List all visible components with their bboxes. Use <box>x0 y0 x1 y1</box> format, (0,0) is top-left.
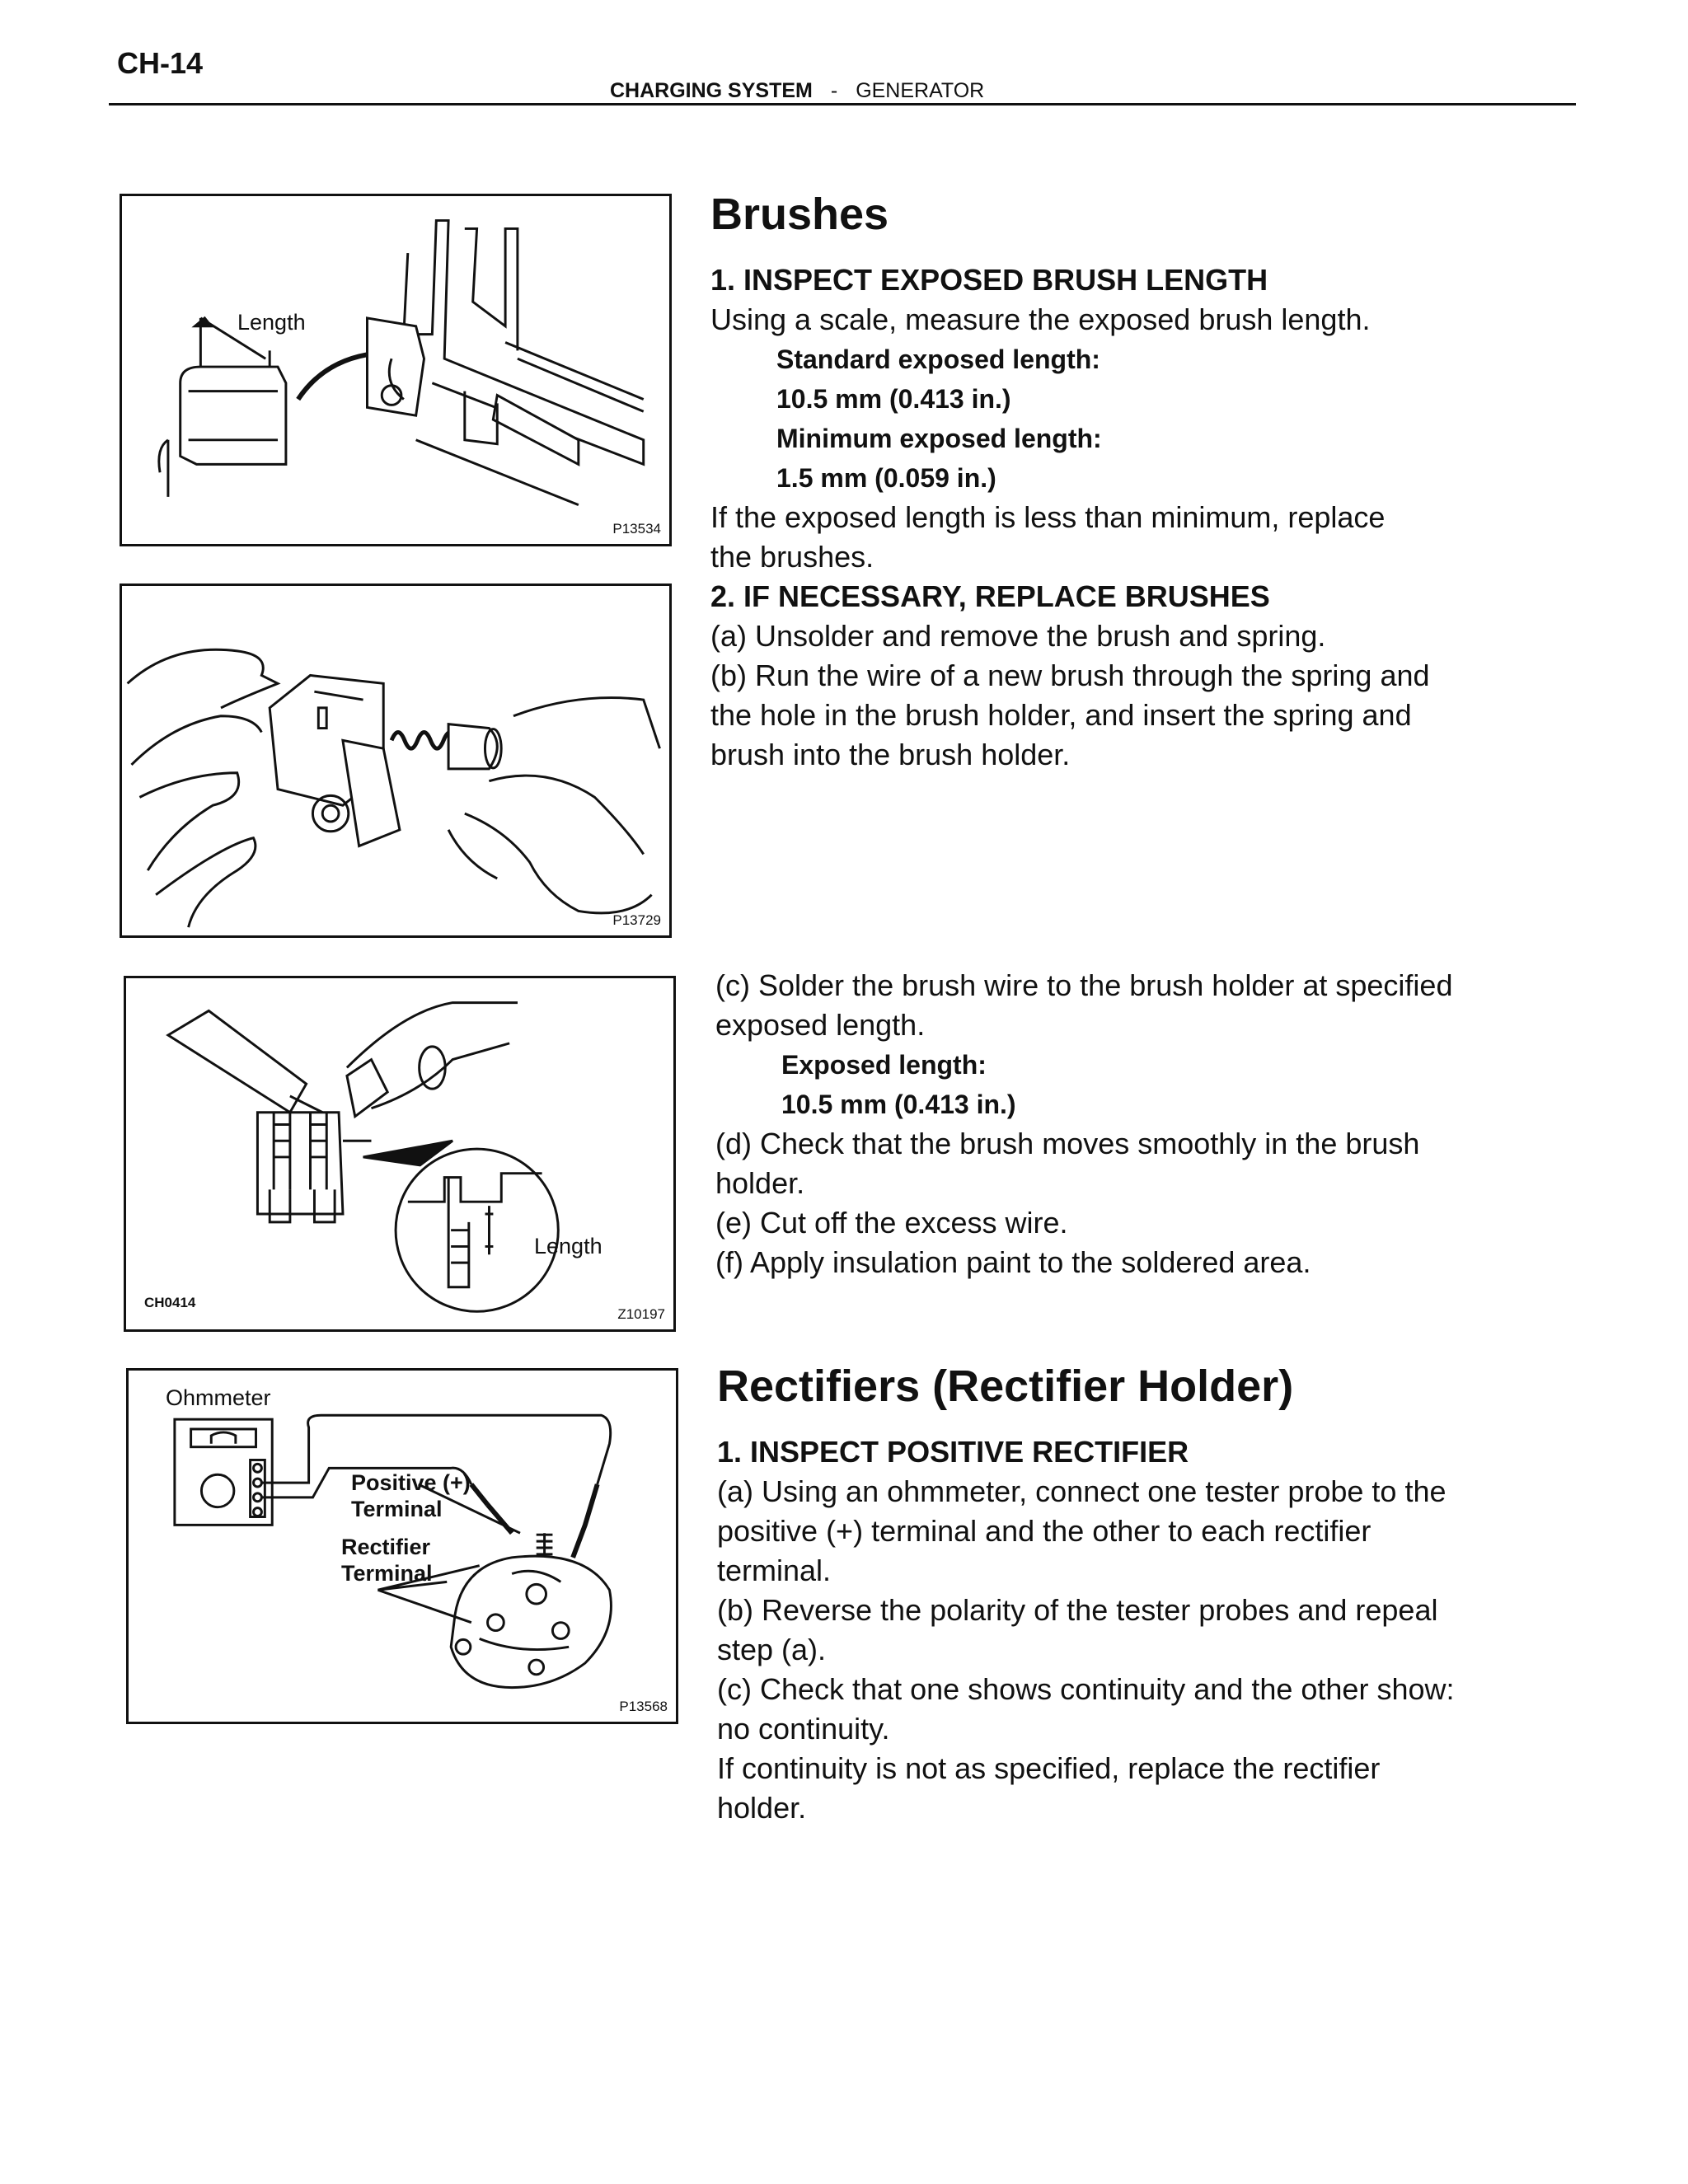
header-section: CHARGING SYSTEM <box>610 79 813 102</box>
hands-inserting-brush-spring-icon <box>122 586 669 935</box>
substep-a: (a) Unsolder and remove the brush and spring. <box>710 619 1326 653</box>
minimum-length-value: 1.5 mm (0.059 in.) <box>776 463 996 493</box>
header-subsection: GENERATOR <box>856 79 985 102</box>
header-rule <box>109 103 1576 105</box>
substep-b-line2: the hole in the brush holder, and insert the spring and <box>710 698 1412 732</box>
header-separator: - <box>830 79 838 102</box>
rectifiers-title: Rectifiers (Rectifier Holder) <box>717 1361 1294 1411</box>
figure-length-label: Length <box>534 1234 603 1258</box>
rect-substep-a-line3: terminal. <box>717 1554 832 1587</box>
figure-caliper-brush <box>120 194 672 546</box>
brushes-title: Brushes <box>710 190 889 239</box>
rectifier-label: Rectifier <box>341 1535 431 1559</box>
figure-code: Z10197 <box>617 1306 665 1322</box>
rect-substep-b-line2: step (a). <box>717 1633 827 1666</box>
exposed-length-label: Exposed length: <box>781 1050 987 1080</box>
step-inspect-positive-rectifier: 1. INSPECT POSITIVE RECTIFIER <box>717 1435 1189 1469</box>
positive-label: Positive (+) <box>351 1470 471 1495</box>
substep-f: (f) Apply insulation paint to the soldered area. <box>715 1245 1311 1279</box>
figure-ohmmeter-rectifier <box>126 1368 678 1724</box>
step1-note-line2: the brushes. <box>710 540 874 574</box>
rect-substep-c-line1: (c) Check that one shows continuity and the other show: <box>717 1672 1455 1706</box>
figure-solder-brush <box>124 976 676 1332</box>
rectifiers-section <box>717 1360 1624 1828</box>
step-replace-brushes: 2. IF NECESSARY, REPLACE BRUSHES <box>710 579 1270 613</box>
substep-b-line1: (b) Run the wire of a new brush through the spring and <box>710 658 1430 692</box>
substep-d-line2: holder. <box>715 1166 805 1200</box>
figure-code: P13534 <box>612 521 661 537</box>
figure-length-label: Length <box>237 310 306 335</box>
minimum-length-label: Minimum exposed length: <box>776 424 1102 453</box>
positive-terminal-label <box>351 1469 471 1522</box>
rect-note-line1: If continuity is not as specified, replace the rectifier <box>717 1751 1381 1785</box>
figure-insert-brush <box>120 583 672 938</box>
standard-length-label: Standard exposed length: <box>776 344 1100 374</box>
ohmmeter-label: Ohmmeter <box>166 1385 271 1410</box>
rectifier-terminal-word: Terminal <box>341 1561 433 1586</box>
positive-terminal-word: Terminal <box>351 1497 443 1521</box>
substep-b-line3: brush into the brush holder. <box>710 738 1071 771</box>
rect-substep-b-line1: (b) Reverse the polarity of the tester probes and repeal <box>717 1593 1438 1627</box>
step1-note-line1: If the exposed length is less than minimum, replace <box>710 500 1386 534</box>
figure-code: P13729 <box>612 912 661 928</box>
substep-e: (e) Cut off the excess wire. <box>715 1206 1068 1240</box>
exposed-length-value: 10.5 mm (0.413 in.) <box>781 1090 1016 1119</box>
running-header <box>610 79 984 103</box>
figure-code: P13568 <box>619 1699 668 1714</box>
substep-d-line1: (d) Check that the brush moves smoothly in the brush <box>715 1127 1420 1160</box>
standard-length-value: 10.5 mm (0.413 in.) <box>776 384 1011 414</box>
page-number: CH-14 <box>117 46 204 80</box>
rect-substep-c-line2: no continuity. <box>717 1712 890 1746</box>
soldering-brush-wire-icon <box>126 978 673 1329</box>
rect-substep-a-line1: (a) Using an ohmmeter, connect one tester probe to the <box>717 1474 1447 1508</box>
brushes-section-continued <box>715 966 1622 1282</box>
substep-c-line2: exposed length. <box>715 1008 926 1042</box>
step1-text: Using a scale, measure the exposed brush length. <box>710 302 1371 336</box>
figure-code-left: CH0414 <box>144 1295 196 1310</box>
substep-c-line1: (c) Solder the brush wire to the brush holder at specified <box>715 968 1453 1002</box>
caliper-measuring-brush-icon <box>122 196 669 544</box>
rect-substep-a-line2: positive (+) terminal and the other to each rectifier <box>717 1514 1372 1548</box>
brushes-section <box>710 188 1617 775</box>
step-inspect-brush-length: 1. INSPECT EXPOSED BRUSH LENGTH <box>710 263 1268 297</box>
rect-note-line2: holder. <box>717 1791 807 1825</box>
rectifier-terminal-label <box>341 1534 433 1586</box>
